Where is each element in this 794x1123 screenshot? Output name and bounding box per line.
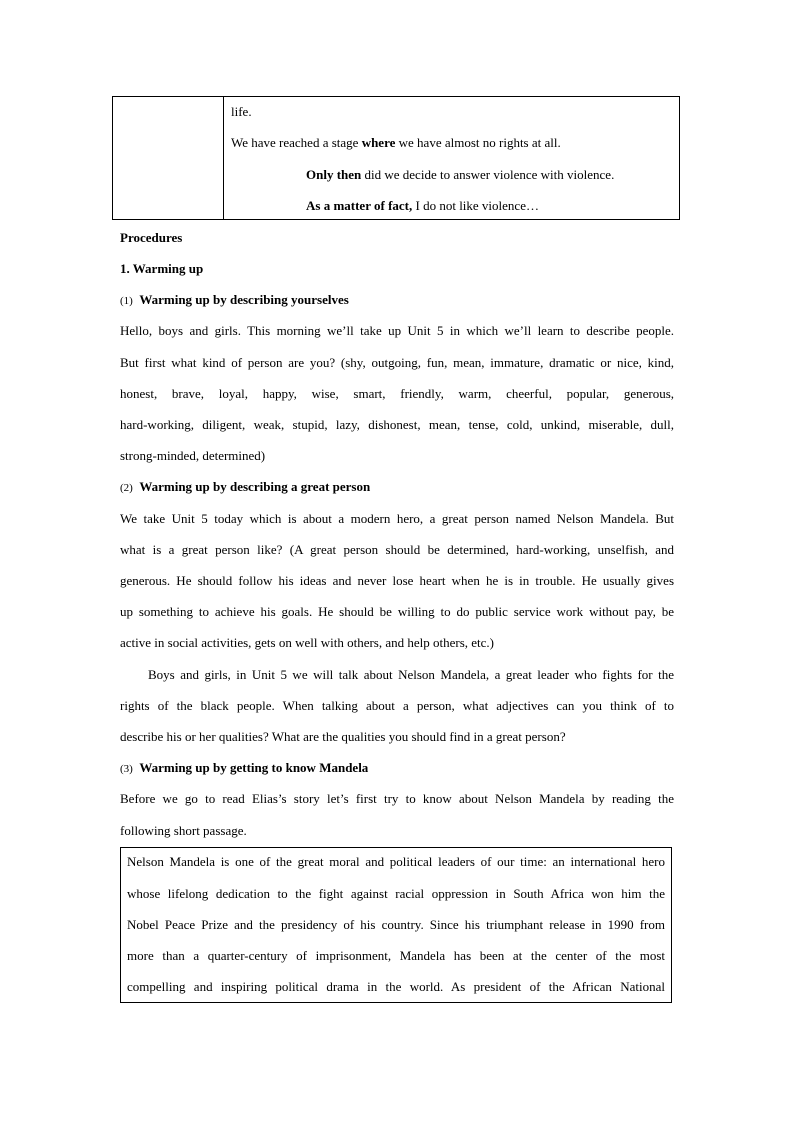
subsection-1-title: (1) Warming up by describing yourselves bbox=[120, 292, 349, 307]
subsection-3-title: (3) Warming up by getting to know Mandela bbox=[120, 760, 369, 775]
paragraph-4-line-1: Before we go to read Elias’s story let’s first try to know about Nelson Mandela by reading the bbox=[120, 791, 674, 806]
table-column-divider bbox=[223, 97, 224, 219]
subsection-2-title: (2) Warming up by describing a great person bbox=[120, 479, 371, 494]
table-line-2: We have reached a stage where we have almost no rights at all. bbox=[231, 135, 561, 150]
paragraph-2-line-1: We take Unit 5 today which is about a modern hero, a great person named Nelson Mandela. But bbox=[120, 511, 674, 526]
paragraph-2-line-2: what is a great person like? (A great person should be determined, hard-working, unselfish, and bbox=[120, 542, 674, 557]
section-warming-up: 1. Warming up bbox=[120, 261, 204, 276]
paragraph-3-line-3: describe his or her qualities? What are the qualities you should find in a great person? bbox=[120, 729, 566, 744]
paragraph-4-line-2: following short passage. bbox=[120, 823, 247, 838]
table-line-4: As a matter of fact, I do not like violence… bbox=[306, 198, 539, 213]
paragraph-1-line-5: strong-minded, determined) bbox=[120, 448, 266, 463]
passage-line-3: Nobel Peace Prize and the presidency of his country. Since his triumphant release in 1990 from bbox=[127, 917, 665, 932]
table-line-3: Only then did we decide to answer violence with violence. bbox=[306, 167, 615, 182]
paragraph-1-line-1: Hello, boys and girls. This morning we’ll take up Unit 5 in which we’ll learn to describe people. bbox=[120, 323, 674, 338]
paragraph-3-line-2: rights of the black people. When talking about a person, what adjectives can you think of to bbox=[120, 698, 674, 713]
passage-line-4: more than a quarter-century of imprisonment, Mandela has been at the center of the most bbox=[127, 948, 665, 963]
paragraph-2-line-3: generous. He should follow his ideas and never lose heart when he is in trouble. He usually gives bbox=[120, 573, 674, 588]
procedures-heading: Procedures bbox=[120, 230, 183, 245]
paragraph-2-line-5: active in social activities, gets on well with others, and help others, etc.) bbox=[120, 635, 495, 650]
passage-line-1: Nelson Mandela is one of the great moral and political leaders of our time: an international hero bbox=[127, 854, 665, 869]
paragraph-1-line-3: honest, brave, loyal, happy, wise, smart, friendly, warm, cheerful, popular, generous, bbox=[120, 386, 674, 401]
paragraph-2-line-4: up something to achieve his goals. He should be willing to do public service work without pay, be bbox=[120, 604, 674, 619]
paragraph-3-line-1: Boys and girls, in Unit 5 we will talk about Nelson Mandela, a great leader who fights for the bbox=[148, 667, 674, 682]
table-line-1: life. bbox=[231, 104, 252, 119]
passage-line-2: whose lifelong dedication to the fight against racial oppression in South Africa won him the bbox=[127, 886, 665, 901]
passage-line-5: compelling and inspiring political drama in the world. As president of the African National bbox=[127, 979, 665, 994]
paragraph-1-line-4: hard-working, diligent, weak, stupid, lazy, dishonest, mean, tense, cold, unkind, miserable, dull, bbox=[120, 417, 674, 432]
paragraph-1-line-2: But first what kind of person are you? (shy, outgoing, fun, mean, immature, dramatic or nice, kind, bbox=[120, 355, 674, 370]
